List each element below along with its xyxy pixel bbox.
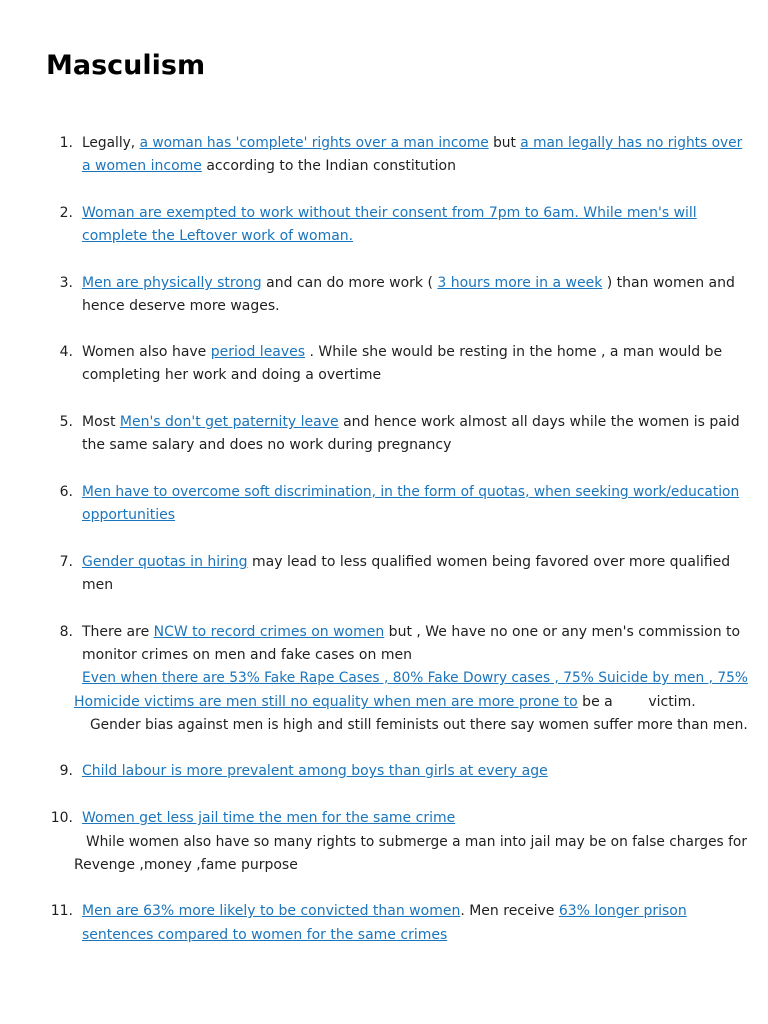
item-number: 5. bbox=[59, 414, 73, 430]
link[interactable]: a woman has 'complete' rights over a man income bbox=[139, 135, 489, 151]
item-line bbox=[82, 507, 175, 523]
item-line bbox=[82, 670, 748, 686]
item-text: While women also have so many rights to submerge a man into jail may be on false charges for bbox=[86, 834, 747, 850]
item-text: and hence work almost all days while the women is paid bbox=[338, 414, 740, 430]
item-text: . While she would be resting in the home , a man would be bbox=[305, 344, 723, 360]
item-text: men bbox=[82, 577, 114, 593]
link[interactable]: 3 hours more in a week bbox=[437, 275, 603, 291]
item-line bbox=[82, 647, 412, 663]
item-text: be a victim. bbox=[577, 694, 696, 710]
item-line bbox=[82, 205, 697, 221]
item-text: . Men receive bbox=[460, 903, 559, 919]
item-line bbox=[82, 554, 730, 570]
item-number: 7. bbox=[59, 554, 73, 570]
item-text: ) than women and bbox=[602, 275, 735, 291]
item-text: There are bbox=[82, 624, 154, 640]
item-number: 3. bbox=[59, 275, 73, 291]
link[interactable]: Homicide victims are men still no equality when men are more prone to bbox=[74, 694, 578, 710]
link[interactable]: a man legally has no rights over bbox=[520, 135, 743, 151]
link[interactable]: Women get less jail time the men for the same crime bbox=[82, 810, 456, 826]
item-text: Gender bias against men is high and still feminists out there say women suffer more than men. bbox=[90, 717, 748, 733]
item-text: but bbox=[488, 135, 521, 151]
item-line bbox=[82, 298, 280, 314]
item-number: 11. bbox=[50, 903, 73, 919]
item-text: completing her work and doing a overtime bbox=[82, 367, 382, 383]
link[interactable]: Men's don't get paternity leave bbox=[119, 414, 339, 430]
link[interactable]: NCW to record crimes on women bbox=[153, 624, 385, 640]
item-text: Legally, bbox=[82, 135, 140, 151]
item-text: Most bbox=[82, 414, 120, 430]
item-number: 1. bbox=[59, 135, 73, 151]
link[interactable]: period leaves bbox=[210, 344, 306, 360]
link[interactable]: Men are physically strong bbox=[82, 275, 262, 291]
item-line bbox=[82, 228, 353, 244]
item-number: 8. bbox=[59, 624, 73, 640]
item-line bbox=[74, 857, 298, 873]
link[interactable]: Even when there are 53% Fake Rape Cases , 80% Fake Dowry cases , 75% Suicide by men , 75% bbox=[82, 670, 748, 686]
item-text: the same salary and does no work during pregnancy bbox=[82, 437, 452, 453]
item-line bbox=[86, 834, 747, 850]
item-text: may lead to less qualified women being favored over more qualified bbox=[247, 554, 731, 570]
item-line bbox=[82, 158, 456, 174]
item-line bbox=[82, 763, 548, 779]
link[interactable]: sentences compared to women for the same crimes bbox=[82, 927, 448, 943]
page-title: Masculism bbox=[46, 50, 206, 81]
link[interactable]: opportunities bbox=[82, 507, 176, 523]
item-line bbox=[82, 484, 739, 500]
item-line bbox=[82, 367, 381, 383]
link[interactable]: a women income bbox=[82, 158, 202, 174]
link[interactable]: Woman are exempted to work without their consent from 7pm to 6am. While men's will bbox=[82, 205, 697, 221]
item-text: and can do more work ( bbox=[261, 275, 438, 291]
link[interactable]: Child labour is more prevalent among boys than girls at every age bbox=[82, 763, 548, 779]
item-number: 4. bbox=[59, 344, 73, 360]
item-number: 2. bbox=[59, 205, 73, 221]
item-line bbox=[82, 927, 447, 943]
item-line bbox=[82, 810, 455, 826]
item-line bbox=[82, 437, 451, 453]
item-text: according to the Indian constitution bbox=[201, 158, 456, 174]
link[interactable]: Men have to overcome soft discrimination, in the form of quotas, when seeking work/education bbox=[82, 484, 740, 500]
item-line bbox=[82, 275, 735, 291]
item-line bbox=[82, 577, 113, 593]
item-line bbox=[82, 414, 740, 430]
link[interactable]: Gender quotas in hiring bbox=[82, 554, 248, 570]
item-text: Women also have bbox=[82, 344, 211, 360]
link[interactable]: complete the Leftover work of woman. bbox=[82, 228, 354, 244]
item-text: Revenge ,money ,fame purpose bbox=[74, 857, 298, 873]
item-number: 10. bbox=[50, 810, 73, 826]
item-number: 9. bbox=[59, 763, 73, 779]
item-line bbox=[82, 903, 687, 919]
link[interactable]: Men are 63% more likely to be convicted than women bbox=[82, 903, 461, 919]
item-text: hence deserve more wages. bbox=[82, 298, 280, 314]
item-line bbox=[74, 694, 696, 710]
item-text: monitor crimes on men and fake cases on men bbox=[82, 647, 412, 663]
item-line bbox=[82, 344, 722, 360]
item-text: but , We have no one or any men's commission to bbox=[384, 624, 741, 640]
item-line bbox=[82, 624, 740, 640]
item-number: 6. bbox=[59, 484, 73, 500]
item-line bbox=[82, 135, 742, 151]
link[interactable]: 63% longer prison bbox=[558, 903, 687, 919]
item-line bbox=[90, 717, 748, 733]
